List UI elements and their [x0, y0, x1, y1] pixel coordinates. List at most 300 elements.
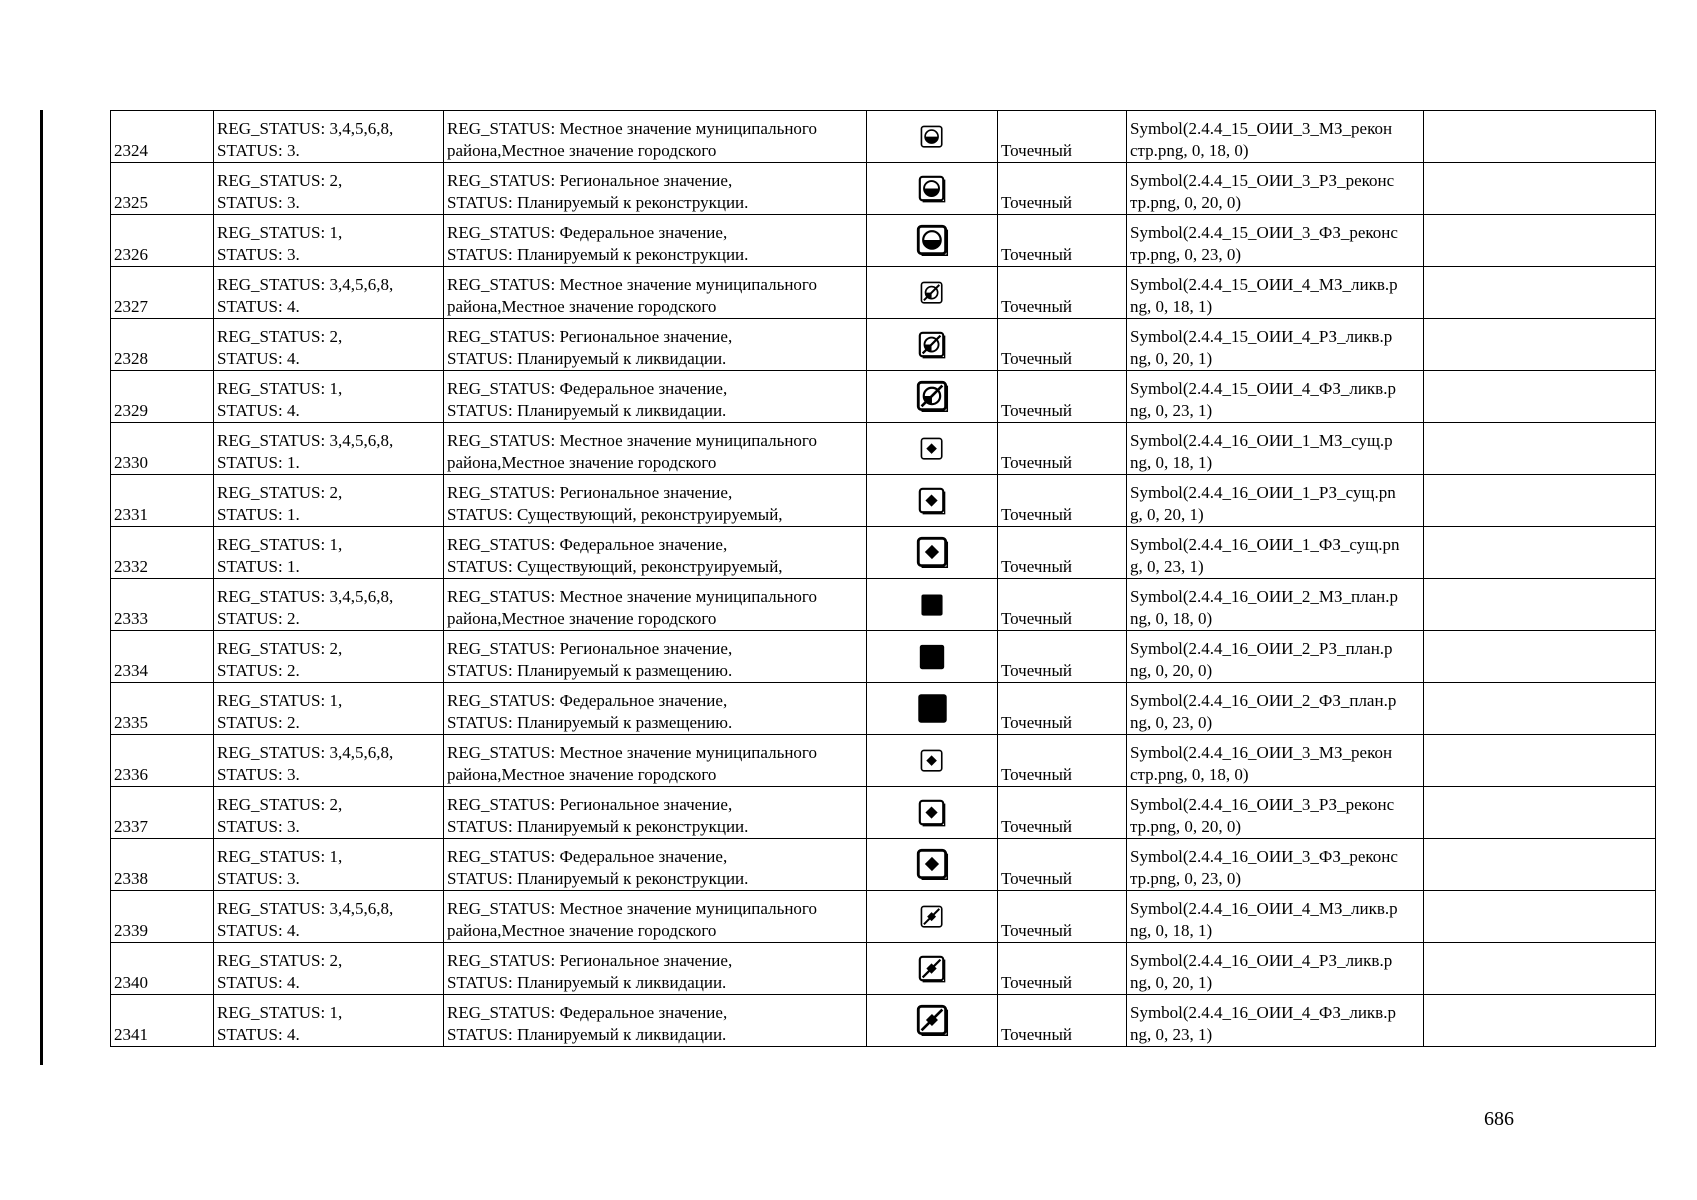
geometry-type-cell-line: Точечный — [1001, 765, 1073, 784]
circle-crossed-icon — [919, 280, 945, 306]
description-cell — [444, 735, 867, 787]
row-id-cell — [111, 579, 214, 631]
square-dot-icon — [915, 535, 950, 570]
reg-status-cell-line: REG_STATUS: 1, — [217, 1003, 343, 1022]
filled-square-icon — [919, 592, 945, 618]
geometry-type-cell-line: Точечный — [1001, 1025, 1073, 1044]
symbol-expression-cell — [1127, 631, 1424, 683]
symbol-expression-cell — [1127, 579, 1424, 631]
symbol-table — [110, 110, 1656, 1047]
table-row — [111, 943, 1656, 995]
geometry-type-cell — [998, 371, 1127, 423]
reg-status-cell-line: REG_STATUS: 2, — [217, 951, 343, 970]
symbol-expression-cell-line: ng, 0, 18, 1) — [1130, 297, 1213, 316]
reg-status-cell-line: STATUS: 3. — [217, 869, 300, 888]
reg-status-cell — [214, 527, 444, 579]
geometry-type-cell-line: Точечный — [1001, 817, 1073, 836]
geometry-type-cell — [998, 111, 1127, 163]
square-crossed-icon — [915, 1003, 950, 1038]
description-cell — [444, 215, 867, 267]
geometry-type-cell-line: Точечный — [1001, 141, 1073, 160]
symbol-expression-cell — [1127, 839, 1424, 891]
description-cell — [444, 839, 867, 891]
row-id-cell — [111, 995, 214, 1047]
description-cell-line: REG_STATUS: Федеральное значение, — [447, 691, 728, 710]
description-cell — [444, 943, 867, 995]
row-id-cell-line: 2334 — [114, 661, 148, 680]
reg-status-cell-line: STATUS: 4. — [217, 349, 300, 368]
geometry-type-cell — [998, 215, 1127, 267]
symbol-expression-cell-line: ng, 0, 18, 1) — [1130, 921, 1213, 940]
description-cell-line: REG_STATUS: Федеральное значение, — [447, 847, 728, 866]
reg-status-cell — [214, 631, 444, 683]
empty-cell — [1424, 839, 1656, 891]
reg-status-cell-line: REG_STATUS: 1, — [217, 379, 343, 398]
empty-cell — [1424, 475, 1656, 527]
symbol-expression-cell-line: тр.png, 0, 20, 0) — [1130, 193, 1242, 212]
description-cell-line: STATUS: Планируемый к ликвидации. — [447, 401, 727, 420]
reg-status-cell-line: REG_STATUS: 1, — [217, 535, 343, 554]
symbol-expression-cell-line: ng, 0, 20, 0) — [1130, 661, 1213, 680]
reg-status-cell-line: STATUS: 3. — [217, 817, 300, 836]
reg-status-cell — [214, 683, 444, 735]
reg-status-cell-line: REG_STATUS: 2, — [217, 483, 343, 502]
row-id-cell-line: 2338 — [114, 869, 148, 888]
reg-status-cell-line: REG_STATUS: 2, — [217, 171, 343, 190]
table-row — [111, 683, 1656, 735]
reg-status-cell — [214, 787, 444, 839]
symbol-preview-cell — [867, 527, 998, 579]
reg-status-cell-line: REG_STATUS: 2, — [217, 639, 343, 658]
symbol-preview-cell — [867, 891, 998, 943]
reg-status-cell — [214, 423, 444, 475]
reg-status-cell-line: STATUS: 3. — [217, 765, 300, 784]
description-cell-line: REG_STATUS: Федеральное значение, — [447, 223, 728, 242]
symbol-expression-cell — [1127, 215, 1424, 267]
description-cell-line: района,Местное значение городского — [447, 609, 717, 628]
row-id-cell — [111, 423, 214, 475]
symbol-preview-cell — [867, 163, 998, 215]
geometry-type-cell-line: Точечный — [1001, 713, 1073, 732]
geometry-type-cell-line: Точечный — [1001, 453, 1073, 472]
circle-slash-bottom-icon — [919, 124, 945, 150]
table-row — [111, 215, 1656, 267]
description-cell-line: REG_STATUS: Федеральное значение, — [447, 379, 728, 398]
row-id-cell — [111, 735, 214, 787]
square-dot-icon — [915, 847, 950, 882]
reg-status-cell — [214, 371, 444, 423]
geometry-type-cell-line: Точечный — [1001, 245, 1073, 264]
empty-cell — [1424, 683, 1656, 735]
description-cell-line: REG_STATUS: Региональное значение, — [447, 795, 733, 814]
symbol-preview-cell — [867, 215, 998, 267]
table-row — [111, 839, 1656, 891]
reg-status-cell-line: STATUS: 3. — [217, 193, 300, 212]
empty-cell — [1424, 735, 1656, 787]
geometry-type-cell — [998, 423, 1127, 475]
circle-crossed-icon — [917, 330, 947, 360]
row-id-cell-line: 2331 — [114, 505, 148, 524]
symbol-preview-cell — [867, 371, 998, 423]
description-cell-line: STATUS: Планируемый к ликвидации. — [447, 349, 727, 368]
symbol-preview-cell — [867, 111, 998, 163]
circle-slash-bottom-icon — [915, 223, 950, 258]
geometry-type-cell-line: Точечный — [1001, 921, 1073, 940]
description-cell-line: REG_STATUS: Региональное значение, — [447, 639, 733, 658]
description-cell — [444, 267, 867, 319]
table-row — [111, 527, 1656, 579]
reg-status-cell-line: REG_STATUS: 3,4,5,6,8, — [217, 587, 394, 606]
symbol-expression-cell — [1127, 891, 1424, 943]
table-row — [111, 475, 1656, 527]
symbol-preview-cell — [867, 579, 998, 631]
row-id-cell — [111, 215, 214, 267]
reg-status-cell — [214, 735, 444, 787]
description-cell-line: STATUS: Планируемый к ликвидации. — [447, 973, 727, 992]
empty-cell — [1424, 995, 1656, 1047]
row-id-cell-line: 2340 — [114, 973, 148, 992]
geometry-type-cell — [998, 527, 1127, 579]
row-id-cell-line: 2333 — [114, 609, 148, 628]
geometry-type-cell — [998, 631, 1127, 683]
symbol-preview-cell — [867, 943, 998, 995]
geometry-type-cell — [998, 267, 1127, 319]
description-cell — [444, 475, 867, 527]
description-cell — [444, 579, 867, 631]
reg-status-cell — [214, 943, 444, 995]
row-id-cell-line: 2335 — [114, 713, 148, 732]
symbol-preview-cell — [867, 995, 998, 1047]
symbol-expression-cell-line: Symbol(2.4.4_15_ОИИ_3_ФЗ_реконс — [1130, 223, 1398, 242]
reg-status-cell-line: STATUS: 2. — [217, 713, 300, 732]
reg-status-cell — [214, 215, 444, 267]
description-cell-line: REG_STATUS: Региональное значение, — [447, 327, 733, 346]
symbol-expression-cell-line: ng, 0, 18, 0) — [1130, 609, 1213, 628]
description-cell-line: STATUS: Планируемый к ликвидации. — [447, 1025, 727, 1044]
reg-status-cell — [214, 319, 444, 371]
reg-status-cell-line: STATUS: 3. — [217, 141, 300, 160]
description-cell-line: REG_STATUS: Региональное значение, — [447, 483, 733, 502]
symbol-expression-cell-line: ng, 0, 23, 0) — [1130, 713, 1213, 732]
symbol-expression-cell-line: Symbol(2.4.4_16_ОИИ_2_РЗ_план.p — [1130, 639, 1393, 658]
empty-cell — [1424, 267, 1656, 319]
reg-status-cell — [214, 891, 444, 943]
symbol-expression-cell-line: стр.png, 0, 18, 0) — [1130, 765, 1249, 784]
geometry-type-cell-line: Точечный — [1001, 973, 1073, 992]
table-row — [111, 423, 1656, 475]
reg-status-cell — [214, 839, 444, 891]
symbol-preview-cell — [867, 267, 998, 319]
symbol-preview-cell — [867, 839, 998, 891]
symbol-preview-cell — [867, 735, 998, 787]
geometry-type-cell — [998, 839, 1127, 891]
symbol-expression-cell-line: Symbol(2.4.4_16_ОИИ_1_ФЗ_сущ.pn — [1130, 535, 1400, 554]
symbol-expression-cell — [1127, 683, 1424, 735]
row-id-cell — [111, 475, 214, 527]
circle-slash-bottom-icon — [917, 174, 947, 204]
geometry-type-cell-line: Точечный — [1001, 401, 1073, 420]
table-row — [111, 735, 1656, 787]
reg-status-cell — [214, 579, 444, 631]
description-cell — [444, 319, 867, 371]
geometry-type-cell-line: Точечный — [1001, 297, 1073, 316]
empty-cell — [1424, 215, 1656, 267]
table-row — [111, 319, 1656, 371]
geometry-type-cell — [998, 995, 1127, 1047]
description-cell — [444, 163, 867, 215]
description-cell — [444, 683, 867, 735]
geometry-type-cell — [998, 891, 1127, 943]
reg-status-cell-line: REG_STATUS: 1, — [217, 691, 343, 710]
geometry-type-cell — [998, 319, 1127, 371]
row-id-cell-line: 2341 — [114, 1025, 148, 1044]
square-dot-icon — [919, 436, 945, 462]
empty-cell — [1424, 631, 1656, 683]
row-id-cell-line: 2326 — [114, 245, 148, 264]
symbol-preview-cell — [867, 475, 998, 527]
symbol-expression-cell-line: ng, 0, 20, 1) — [1130, 349, 1213, 368]
row-id-cell-line: 2324 — [114, 141, 148, 160]
filled-square-icon — [917, 642, 947, 672]
symbol-expression-cell-line: Symbol(2.4.4_16_ОИИ_4_МЗ_ликв.p — [1130, 899, 1398, 918]
symbol-expression-cell-line: тр.png, 0, 23, 0) — [1130, 869, 1242, 888]
description-cell — [444, 631, 867, 683]
empty-cell — [1424, 943, 1656, 995]
description-cell-line: района,Местное значение городского — [447, 453, 717, 472]
description-cell-line: STATUS: Планируемый к размещению. — [447, 661, 733, 680]
table-row — [111, 579, 1656, 631]
filled-square-icon — [915, 691, 950, 726]
reg-status-cell — [214, 475, 444, 527]
table-row — [111, 631, 1656, 683]
row-id-cell-line: 2339 — [114, 921, 148, 940]
row-id-cell — [111, 683, 214, 735]
symbol-expression-cell-line: ng, 0, 20, 1) — [1130, 973, 1213, 992]
square-crossed-icon — [919, 904, 945, 930]
empty-cell — [1424, 579, 1656, 631]
geometry-type-cell-line: Точечный — [1001, 661, 1073, 680]
geometry-type-cell — [998, 475, 1127, 527]
symbol-expression-cell-line: Symbol(2.4.4_15_ОИИ_3_РЗ_реконс — [1130, 171, 1395, 190]
symbol-expression-cell-line: тр.png, 0, 20, 0) — [1130, 817, 1242, 836]
row-id-cell-line: 2330 — [114, 453, 148, 472]
description-cell-line: REG_STATUS: Региональное значение, — [447, 951, 733, 970]
symbol-expression-cell-line: Symbol(2.4.4_16_ОИИ_1_РЗ_сущ.pn — [1130, 483, 1396, 502]
row-id-cell-line: 2328 — [114, 349, 148, 368]
symbol-expression-cell-line: ng, 0, 18, 1) — [1130, 453, 1213, 472]
row-id-cell-line: 2327 — [114, 297, 148, 316]
reg-status-cell-line: REG_STATUS: 1, — [217, 223, 343, 242]
symbol-expression-cell — [1127, 267, 1424, 319]
reg-status-cell-line: STATUS: 4. — [217, 297, 300, 316]
symbol-preview-cell — [867, 319, 998, 371]
row-id-cell — [111, 631, 214, 683]
reg-status-cell-line: STATUS: 1. — [217, 505, 300, 524]
reg-status-cell-line: REG_STATUS: 2, — [217, 327, 343, 346]
description-cell-line: REG_STATUS: Местное значение муниципального — [447, 899, 817, 918]
symbol-expression-cell-line: Symbol(2.4.4_15_ОИИ_4_ФЗ_ликв.p — [1130, 379, 1396, 398]
symbol-expression-cell-line: Symbol(2.4.4_16_ОИИ_3_МЗ_рекон — [1130, 743, 1393, 762]
description-cell-line: REG_STATUS: Федеральное значение, — [447, 1003, 728, 1022]
row-id-cell — [111, 787, 214, 839]
square-dot-icon — [917, 486, 947, 516]
description-cell — [444, 423, 867, 475]
symbol-expression-cell — [1127, 735, 1424, 787]
description-cell — [444, 787, 867, 839]
row-id-cell — [111, 527, 214, 579]
row-id-cell — [111, 891, 214, 943]
empty-cell — [1424, 371, 1656, 423]
reg-status-cell-line: STATUS: 4. — [217, 1025, 300, 1044]
empty-cell — [1424, 111, 1656, 163]
reg-status-cell — [214, 995, 444, 1047]
row-id-cell — [111, 267, 214, 319]
table-row — [111, 995, 1656, 1047]
symbol-expression-cell-line: Symbol(2.4.4_15_ОИИ_4_МЗ_ликв.p — [1130, 275, 1398, 294]
circle-crossed-icon — [915, 379, 950, 414]
symbol-expression-cell — [1127, 995, 1424, 1047]
row-id-cell-line: 2329 — [114, 401, 148, 420]
reg-status-cell-line: REG_STATUS: 3,4,5,6,8, — [217, 431, 394, 450]
description-cell — [444, 995, 867, 1047]
symbol-expression-cell-line: Symbol(2.4.4_16_ОИИ_2_МЗ_план.p — [1130, 587, 1398, 606]
symbol-expression-cell-line: g, 0, 23, 1) — [1130, 557, 1204, 576]
description-cell — [444, 111, 867, 163]
geometry-type-cell-line: Точечный — [1001, 193, 1073, 212]
symbol-expression-cell — [1127, 423, 1424, 475]
symbol-expression-cell — [1127, 787, 1424, 839]
table-row — [111, 111, 1656, 163]
description-cell-line: STATUS: Планируемый к реконструкции. — [447, 869, 749, 888]
empty-cell — [1424, 423, 1656, 475]
symbol-preview-cell — [867, 787, 998, 839]
reg-status-cell-line: STATUS: 1. — [217, 453, 300, 472]
reg-status-cell — [214, 163, 444, 215]
reg-status-cell-line: REG_STATUS: 2, — [217, 795, 343, 814]
table-row — [111, 267, 1656, 319]
description-cell-line: REG_STATUS: Местное значение муниципального — [447, 587, 817, 606]
square-dot-icon — [919, 748, 945, 774]
description-cell-line: REG_STATUS: Региональное значение, — [447, 171, 733, 190]
page-number: 686 — [1484, 1108, 1514, 1130]
description-cell-line: STATUS: Планируемый к размещению. — [447, 713, 733, 732]
geometry-type-cell-line: Точечный — [1001, 609, 1073, 628]
symbol-expression-cell-line: ng, 0, 23, 1) — [1130, 1025, 1213, 1044]
row-id-cell — [111, 371, 214, 423]
symbol-expression-cell-line: ng, 0, 23, 1) — [1130, 401, 1213, 420]
symbol-expression-cell-line: Symbol(2.4.4_15_ОИИ_3_МЗ_рекон — [1130, 119, 1393, 138]
symbol-expression-cell-line: Symbol(2.4.4_16_ОИИ_2_ФЗ_план.p — [1130, 691, 1397, 710]
symbol-expression-cell-line: Symbol(2.4.4_16_ОИИ_4_ФЗ_ликв.p — [1130, 1003, 1396, 1022]
description-cell-line: района,Местное значение городского — [447, 921, 717, 940]
table-row — [111, 891, 1656, 943]
reg-status-cell-line: STATUS: 4. — [217, 921, 300, 940]
symbol-expression-cell-line: Symbol(2.4.4_16_ОИИ_1_МЗ_сущ.p — [1130, 431, 1393, 450]
symbol-expression-cell-line: Symbol(2.4.4_15_ОИИ_4_РЗ_ликв.p — [1130, 327, 1393, 346]
row-id-cell — [111, 319, 214, 371]
description-cell — [444, 891, 867, 943]
description-cell-line: района,Местное значение городского — [447, 141, 717, 160]
square-crossed-icon — [917, 954, 947, 984]
empty-cell — [1424, 891, 1656, 943]
symbol-preview-cell — [867, 423, 998, 475]
symbol-expression-cell-line: Symbol(2.4.4_16_ОИИ_3_ФЗ_реконс — [1130, 847, 1398, 866]
geometry-type-cell-line: Точечный — [1001, 869, 1073, 888]
geometry-type-cell — [998, 579, 1127, 631]
row-id-cell-line: 2337 — [114, 817, 148, 836]
symbol-expression-cell — [1127, 475, 1424, 527]
description-cell-line: REG_STATUS: Федеральное значение, — [447, 535, 728, 554]
symbol-expression-cell-line: Symbol(2.4.4_16_ОИИ_4_РЗ_ликв.p — [1130, 951, 1393, 970]
symbol-expression-cell — [1127, 371, 1424, 423]
reg-status-cell-line: STATUS: 3. — [217, 245, 300, 264]
empty-cell — [1424, 527, 1656, 579]
description-cell-line: района,Местное значение городского — [447, 765, 717, 784]
description-cell-line: STATUS: Планируемый к реконструкции. — [447, 817, 749, 836]
geometry-type-cell-line: Точечный — [1001, 505, 1073, 524]
description-cell-line: STATUS: Планируемый к реконструкции. — [447, 245, 749, 264]
reg-status-cell-line: STATUS: 2. — [217, 609, 300, 628]
symbol-expression-cell — [1127, 319, 1424, 371]
geometry-type-cell-line: Точечный — [1001, 557, 1073, 576]
description-cell-line: REG_STATUS: Местное значение муниципального — [447, 275, 817, 294]
row-id-cell — [111, 943, 214, 995]
table-row — [111, 163, 1656, 215]
row-id-cell-line: 2325 — [114, 193, 148, 212]
symbol-expression-cell-line: тр.png, 0, 23, 0) — [1130, 245, 1242, 264]
row-id-cell — [111, 111, 214, 163]
geometry-type-cell — [998, 787, 1127, 839]
symbol-expression-cell-line: Symbol(2.4.4_16_ОИИ_3_РЗ_реконс — [1130, 795, 1395, 814]
description-cell — [444, 371, 867, 423]
empty-cell — [1424, 163, 1656, 215]
row-id-cell — [111, 839, 214, 891]
description-cell-line: STATUS: Планируемый к реконструкции. — [447, 193, 749, 212]
table-row — [111, 787, 1656, 839]
empty-cell — [1424, 319, 1656, 371]
description-cell-line: REG_STATUS: Местное значение муниципального — [447, 743, 817, 762]
symbol-preview-cell — [867, 631, 998, 683]
symbol-expression-cell — [1127, 163, 1424, 215]
description-cell-line: района,Местное значение городского — [447, 297, 717, 316]
symbol-expression-cell-line: стр.png, 0, 18, 0) — [1130, 141, 1249, 160]
symbol-expression-cell — [1127, 111, 1424, 163]
empty-cell — [1424, 787, 1656, 839]
reg-status-cell-line: STATUS: 2. — [217, 661, 300, 680]
symbol-expression-cell — [1127, 527, 1424, 579]
geometry-type-cell — [998, 943, 1127, 995]
geometry-type-cell-line: Точечный — [1001, 349, 1073, 368]
reg-status-cell-line: STATUS: 4. — [217, 401, 300, 420]
reg-status-cell — [214, 111, 444, 163]
reg-status-cell-line: REG_STATUS: 3,4,5,6,8, — [217, 275, 394, 294]
symbol-expression-cell-line: g, 0, 20, 1) — [1130, 505, 1204, 524]
square-dot-icon — [917, 798, 947, 828]
description-cell-line: REG_STATUS: Местное значение муниципального — [447, 431, 817, 450]
reg-status-cell-line: REG_STATUS: 3,4,5,6,8, — [217, 899, 394, 918]
reg-status-cell-line: STATUS: 1. — [217, 557, 300, 576]
table-row — [111, 371, 1656, 423]
description-cell-line: REG_STATUS: Местное значение муниципального — [447, 119, 817, 138]
reg-status-cell — [214, 267, 444, 319]
geometry-type-cell — [998, 163, 1127, 215]
left-margin-line — [40, 110, 43, 1065]
reg-status-cell-line: STATUS: 4. — [217, 973, 300, 992]
row-id-cell-line: 2332 — [114, 557, 148, 576]
reg-status-cell-line: REG_STATUS: 1, — [217, 847, 343, 866]
geometry-type-cell — [998, 735, 1127, 787]
geometry-type-cell — [998, 683, 1127, 735]
